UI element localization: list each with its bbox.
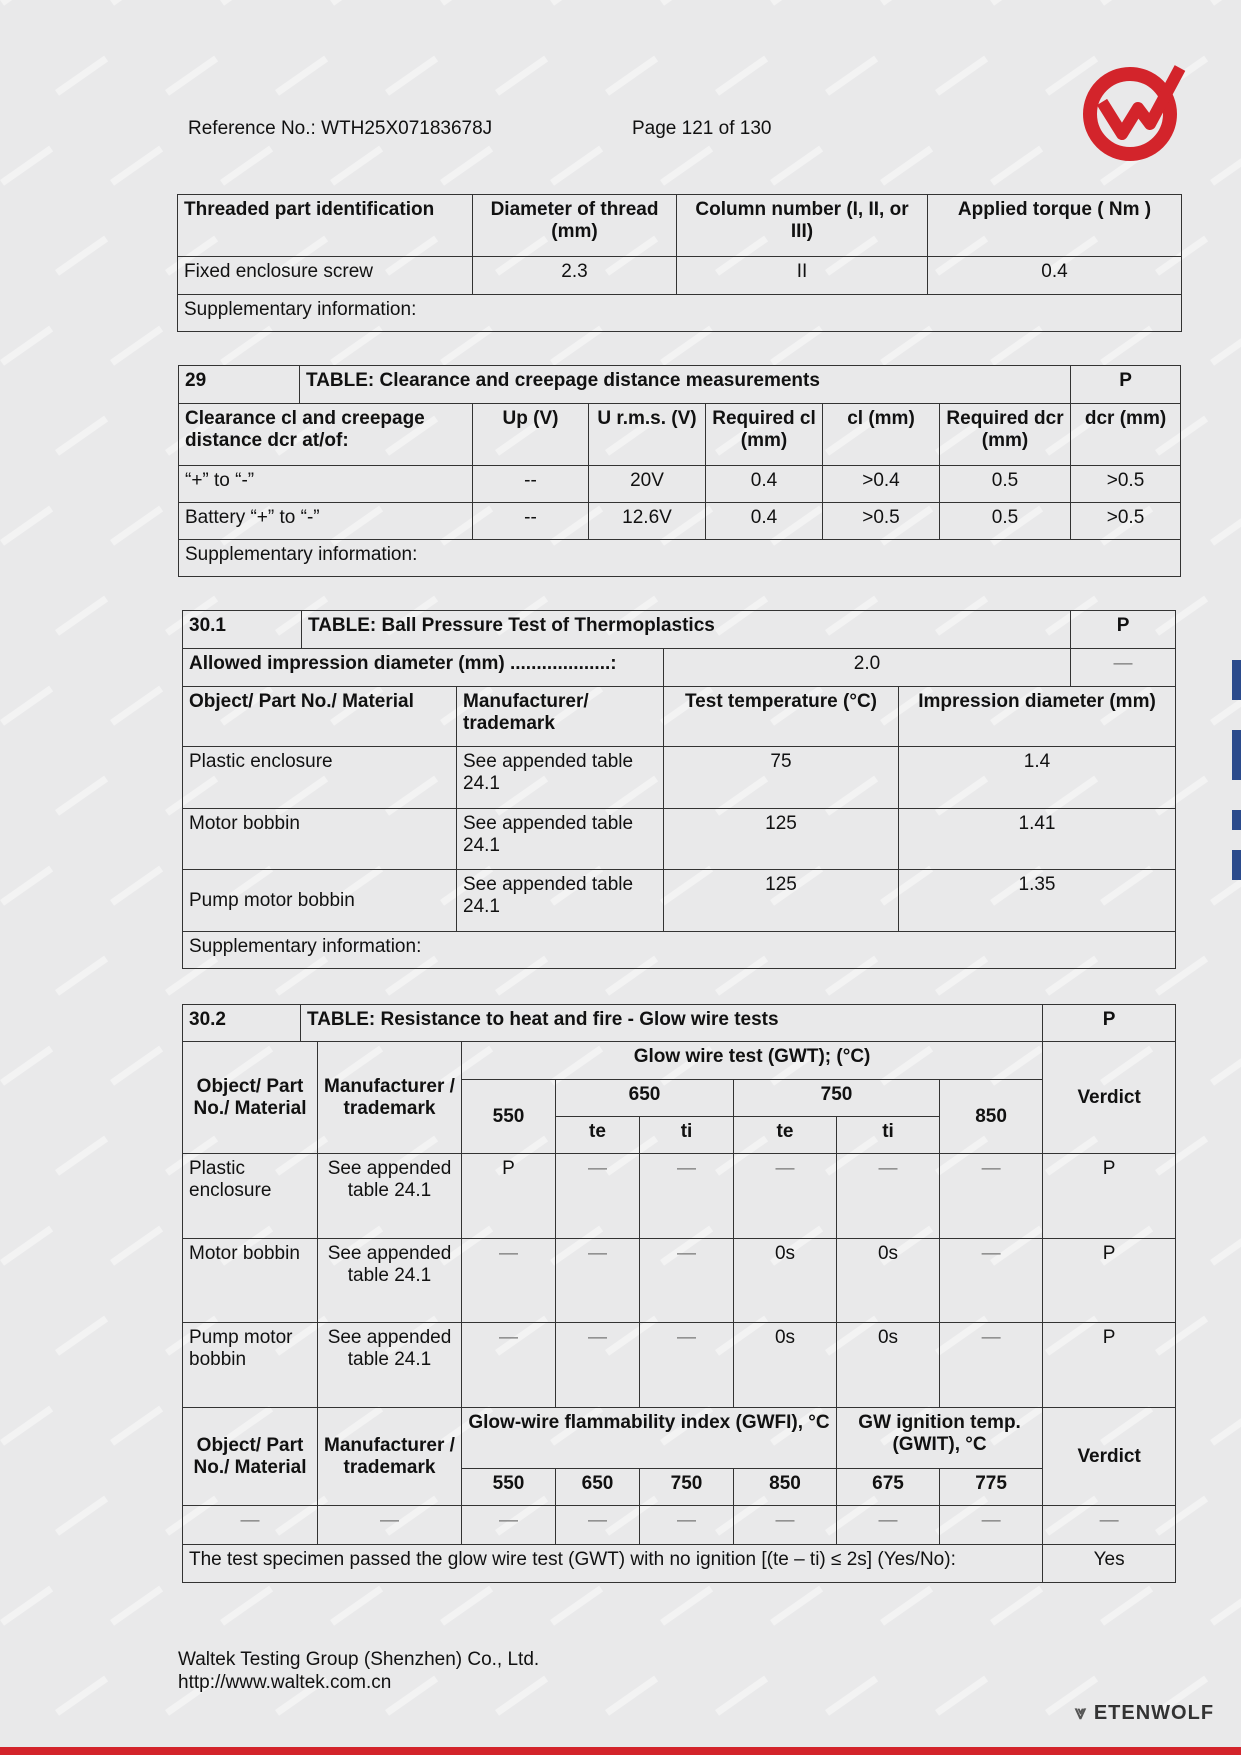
table-cell: — xyxy=(837,1154,940,1239)
table-row xyxy=(183,870,1176,932)
header-ti: ti xyxy=(837,1117,940,1154)
header-ti: ti xyxy=(640,1117,734,1154)
table-title: TABLE: Ball Pressure Test of Thermoplastics xyxy=(302,611,1071,649)
table-cell: 125 xyxy=(664,809,899,870)
gwit-temp: 675 xyxy=(837,1469,940,1506)
gwit-temp: 775 xyxy=(940,1469,1043,1506)
table-row xyxy=(183,1506,1176,1545)
footer xyxy=(178,1648,539,1694)
table-cell: 0.4 xyxy=(706,503,823,540)
table-row xyxy=(183,809,1176,870)
company-url: http://www.waltek.com.cn xyxy=(178,1672,392,1693)
gwt-passed-answer: Yes xyxy=(1043,1545,1176,1583)
header-te: te xyxy=(734,1117,837,1154)
table-cell: 1.35 xyxy=(899,870,1176,932)
table-cell: 0s xyxy=(837,1239,940,1323)
allowed-impression-verdict: — xyxy=(1071,649,1176,687)
header-cell: U r.m.s. (V) xyxy=(589,404,706,466)
header-cell: Up (V) xyxy=(473,404,589,466)
gwt-passed-question: The test specimen passed the glow wire test (GWT) with no ignition [(te – ti) ≤ 2s] (Yes/No): xyxy=(183,1545,1043,1583)
glow-wire-table xyxy=(182,1004,1176,1583)
header-cell: Diameter of thread (mm) xyxy=(473,195,677,257)
table-cell: >0.4 xyxy=(823,466,940,503)
table-cell: 0.4 xyxy=(928,257,1182,295)
header-verdict: Verdict xyxy=(1043,1408,1176,1506)
table-cell: >0.5 xyxy=(1071,503,1181,540)
allowed-impression-label: Allowed impression diameter (mm) ...................: xyxy=(183,649,664,687)
gwfi-temp: 850 xyxy=(734,1469,837,1506)
supplementary-info: Supplementary information: xyxy=(178,295,1182,332)
header-cell: Column number (I, II, or III) xyxy=(677,195,928,257)
table-cell: Pump motor bobbin xyxy=(183,870,457,932)
table-cell: 0s xyxy=(734,1323,837,1408)
table-verdict: P xyxy=(1071,366,1181,404)
header-verdict: Verdict xyxy=(1043,1042,1176,1154)
header-cell: dcr (mm) xyxy=(1071,404,1181,466)
table-number: 30.1 xyxy=(183,611,302,649)
table-cell: 125 xyxy=(664,870,899,932)
clearance-creepage-table xyxy=(178,365,1181,577)
header-manufacturer: Manufacturer / trademark xyxy=(318,1408,462,1506)
gwfi-temp: 550 xyxy=(462,1469,556,1506)
brand-icon: ⩔ xyxy=(1075,1702,1094,1724)
header-cell: cl (mm) xyxy=(823,404,940,466)
table-cell: — xyxy=(556,1323,640,1408)
table-cell: — xyxy=(556,1506,640,1545)
header-cell: Threaded part identification xyxy=(178,195,473,257)
waltek-logo-icon xyxy=(1080,62,1190,167)
header-manufacturer: Manufacturer / trademark xyxy=(318,1042,462,1154)
table-cell: 2.3 xyxy=(473,257,677,295)
supplementary-info: Supplementary information: xyxy=(183,932,1176,969)
table-row xyxy=(183,1323,1176,1408)
ball-pressure-table xyxy=(182,610,1176,969)
table-cell: >0.5 xyxy=(823,503,940,540)
header-750: 750 xyxy=(734,1080,940,1117)
header-gwfi: Glow-wire flammability index (GWFI), °C xyxy=(462,1408,837,1469)
table-cell: -- xyxy=(473,503,589,540)
table-row xyxy=(183,1154,1176,1239)
footer-red-line xyxy=(0,1747,1241,1755)
table-cell: 1.4 xyxy=(899,747,1176,809)
side-decoration xyxy=(1228,660,1241,880)
header-cell: Required cl (mm) xyxy=(706,404,823,466)
table-cell: — xyxy=(462,1323,556,1408)
header-gwt: Glow wire test (GWT); (°C) xyxy=(462,1042,1043,1080)
table-cell: 0.4 xyxy=(706,466,823,503)
table-cell: Motor bobbin xyxy=(183,1239,318,1323)
table-cell: Plastic enclosure xyxy=(183,747,457,809)
table-cell: — xyxy=(556,1154,640,1239)
table-cell: Pump motor bobbin xyxy=(183,1323,318,1408)
table-cell: P xyxy=(1043,1154,1176,1239)
table-cell: See appended table 24.1 xyxy=(457,747,664,809)
company-name: Waltek Testing Group (Shenzhen) Co., Ltd. xyxy=(178,1649,540,1670)
table-cell: See appended table 24.1 xyxy=(457,870,664,932)
table-cell: Battery “+” to “-” xyxy=(179,503,473,540)
table-cell: — xyxy=(640,1506,734,1545)
header-550: 550 xyxy=(462,1080,556,1154)
table-title: TABLE: Clearance and creepage distance measurements xyxy=(300,366,1071,404)
table-cell: -- xyxy=(473,466,589,503)
table-cell: 0s xyxy=(734,1239,837,1323)
table-number: 29 xyxy=(179,366,300,404)
header-cell: Applied torque ( Nm ) xyxy=(928,195,1182,257)
table-cell: 0.5 xyxy=(940,466,1071,503)
table-cell: — xyxy=(318,1506,462,1545)
gwfi-temp: 650 xyxy=(556,1469,640,1506)
table-cell: See appended table 24.1 xyxy=(318,1239,462,1323)
table-cell: See appended table 24.1 xyxy=(318,1323,462,1408)
table-verdict: P xyxy=(1043,1005,1176,1042)
table-cell: Motor bobbin xyxy=(183,809,457,870)
table-cell: P xyxy=(1043,1239,1176,1323)
table-cell: — xyxy=(556,1239,640,1323)
table-cell: 20V xyxy=(589,466,706,503)
table-verdict: P xyxy=(1071,611,1176,649)
table-row xyxy=(179,503,1181,540)
table-cell: Plastic enclosure xyxy=(183,1154,318,1239)
table-cell: — xyxy=(734,1506,837,1545)
table-cell: 0s xyxy=(837,1323,940,1408)
allowed-impression-value: 2.0 xyxy=(664,649,1071,687)
table-cell: — xyxy=(462,1506,556,1545)
table-cell: See appended table 24.1 xyxy=(457,809,664,870)
header-object: Object/ Part No./ Material xyxy=(183,1408,318,1506)
table-cell: — xyxy=(1043,1506,1176,1545)
table-row xyxy=(183,1239,1176,1323)
table-cell: See appended table 24.1 xyxy=(318,1154,462,1239)
header-cell: Required dcr (mm) xyxy=(940,404,1071,466)
table-cell: 0.5 xyxy=(940,503,1071,540)
header-object: Object/ Part No./ Material xyxy=(183,1042,318,1154)
brand-text: ETENWOLF xyxy=(1093,1702,1215,1724)
table-cell: II xyxy=(677,257,928,295)
header-cell: Manufacturer/ trademark xyxy=(457,687,664,747)
header-650: 650 xyxy=(556,1080,734,1117)
reference-number: Reference No.: WTH25X07183678J xyxy=(188,118,493,139)
header-850: 850 xyxy=(940,1080,1043,1154)
page-number: Page 121 of 130 xyxy=(632,118,772,139)
table-cell: — xyxy=(940,1506,1043,1545)
table-cell: — xyxy=(183,1506,318,1545)
table-cell: — xyxy=(640,1239,734,1323)
header-te: te xyxy=(556,1117,640,1154)
table-title: TABLE: Resistance to heat and fire - Glow wire tests xyxy=(301,1005,1043,1042)
table-cell: — xyxy=(734,1154,837,1239)
table-cell: 1.41 xyxy=(899,809,1176,870)
table-cell: — xyxy=(462,1239,556,1323)
header-cell: Clearance cl and creepage distance dcr at/of: xyxy=(179,404,473,466)
table-row xyxy=(179,466,1181,503)
table-cell: >0.5 xyxy=(1071,466,1181,503)
table-row xyxy=(183,747,1176,809)
header-cell: Test temperature (°C) xyxy=(664,687,899,747)
threaded-part-table xyxy=(177,194,1182,332)
table-cell: Fixed enclosure screw xyxy=(178,257,473,295)
gwfi-temp: 750 xyxy=(640,1469,734,1506)
table-cell: 12.6V xyxy=(589,503,706,540)
table-cell: — xyxy=(640,1323,734,1408)
header-cell: Impression diameter (mm) xyxy=(899,687,1176,747)
table-cell: — xyxy=(940,1154,1043,1239)
table-cell: — xyxy=(940,1239,1043,1323)
table-cell: — xyxy=(940,1323,1043,1408)
table-cell: — xyxy=(640,1154,734,1239)
header-cell: Object/ Part No./ Material xyxy=(183,687,457,747)
supplementary-info: Supplementary information: xyxy=(179,540,1181,577)
table-cell: — xyxy=(837,1506,940,1545)
table-cell: “+” to “-” xyxy=(179,466,473,503)
table-cell: 75 xyxy=(664,747,899,809)
table-cell: P xyxy=(462,1154,556,1239)
header-gwit: GW ignition temp. (GWIT), °C xyxy=(837,1408,1043,1469)
table-cell: P xyxy=(1043,1323,1176,1408)
brand-label xyxy=(1075,1702,1214,1725)
table-number: 30.2 xyxy=(183,1005,301,1042)
